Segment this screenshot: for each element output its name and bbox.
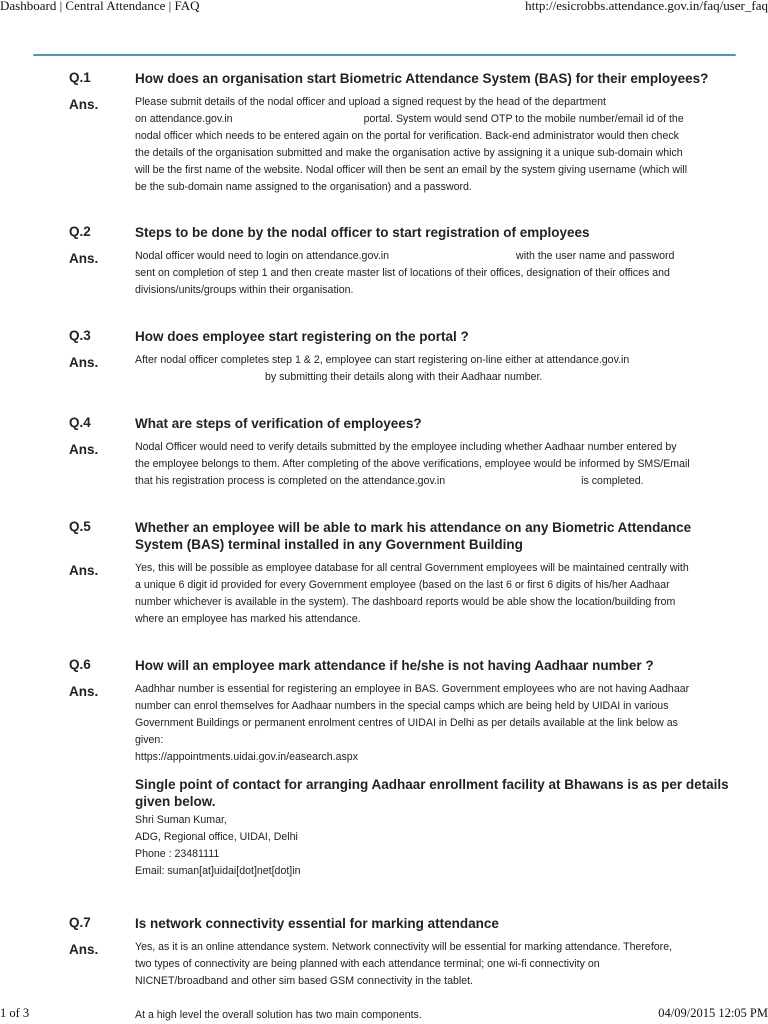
question-number: Q.1 (69, 70, 91, 85)
contact-name: Shri Suman Kumar, (135, 814, 227, 826)
page-url[interactable]: http://esicrobbs.attendance.gov.in/faq/user_faq (525, 0, 768, 13)
answer-label: Ans. (69, 684, 99, 699)
question-number: Q.7 (69, 915, 91, 930)
answer-label: Ans. (69, 942, 99, 957)
answer-text: After nodal officer completes step 1 & 2, employee can start registering on-line either at attendance.gov.in by submitting their details along with their Aadhaar number. (135, 354, 630, 383)
page-title: Dashboard | Central Attendance | FAQ (0, 0, 200, 13)
contact-email: Email: suman[at]uidai[dot]net[dot]in (135, 865, 301, 877)
answer-text: Please submit details of the nodal officer and upload a signed request by the head of the department on attendance.gov.in portal. System would send OTP to the mobile number/email id of the nodal officer which needs to be entered again on the portal for verification. Back-end administrator would then check the details of the organisation submitted and make the organisation active by assigning it a unique sub-domain which will be the first name of the website. Nodal officer will then be sent an email by the system giving username (which will be the sub-domain name assigned to the organisation) and a password. (135, 96, 688, 193)
answer-text: Yes, this will be possible as employee database for all central Government employees will be maintained centrally with a unique 6 digit id provided for every Government employee (based on the last 6 or first 6 digits of his/her Aadhaar number whichever is available in the system). The dashboard reports would be able show the location/building from where an employee has marked his attendance. (135, 562, 689, 625)
answer-label: Ans. (69, 442, 99, 457)
answer-text: Aadhhar number is essential for registering an employee in BAS. Government employees who are not having Aadhaar number can enrol themselves for Aadhaar numbers in the special camps which are being held by UIDAI in various Government Buildings or permanent enrolment centres of UIDAI in Delhi as per details available at the link below as given: https://appointments.uidai.gov.in/easearch.aspx Single point of contact for arranging Aadhaar enrollment facility at Bhawans is as per details given below. Shri Suman Kumar, ADG, Regional office, UIDAI, Delhi Phone : 23481111 Email: suman[at]uidai[dot]net[dot]in (135, 681, 735, 880)
print-datetime: 04/09/2015 12:05 PM (658, 1006, 768, 1020)
contact-phone: Phone : 23481111 (135, 848, 220, 860)
answer-text: Nodal officer would need to login on attendance.gov.in with the user name and password sent on completion of step 1 and then create master list of locations of their offices, designation of their offices and divisions/units/groups within their organisation. (135, 250, 675, 296)
question-number: Q.2 (69, 224, 91, 239)
question-text: How does employee start registering on the portal ? (135, 329, 469, 344)
question-text: Is network connectivity essential for marking attendance (135, 916, 499, 931)
question-text: What are steps of verification of employees? (135, 416, 422, 431)
question-number: Q.5 (69, 519, 91, 534)
answer-label: Ans. (69, 251, 99, 266)
answer-text: Nodal Officer would need to verify details submitted by the employee including whether Aadhaar number entered by the employee belongs to them. After completing of the above verifications, employee would be informed by SMS/Email that his registration process is completed on the attendance.gov.in is completed. (135, 441, 690, 487)
answer-label: Ans. (69, 563, 99, 578)
uidai-link[interactable]: https://appointments.uidai.gov.in/easearch.aspx (135, 751, 358, 763)
print-footer (0, 1004, 768, 1024)
question-text: Whether an employee will be able to mark his attendance on any Biometric Attendance System (BAS) terminal installed in any Government Building (135, 520, 692, 552)
top-divider (33, 54, 736, 56)
question-number: Q.4 (69, 415, 91, 430)
question-text: How does an organisation start Biometric Attendance System (BAS) for their employees? (135, 71, 709, 86)
page-counter: 1 of 3 (0, 1006, 30, 1020)
question-text: Steps to be done by the nodal officer to start registration of employees (135, 225, 590, 240)
answer-label: Ans. (69, 355, 99, 370)
print-header (0, 0, 768, 16)
question-number: Q.6 (69, 657, 91, 672)
question-number: Q.3 (69, 328, 91, 343)
contact-heading: Single point of contact for arranging Aadhaar enrollment facility at Bhawans is as per details given below. (135, 777, 729, 809)
answer-text: Yes, as it is an online attendance system. Network connectivity will be essential for marking attendance. Therefore, two types of connectivity are being planned with each attendance terminal; one wi-fi connectivity on NICNET/broadband and other sim based GSM connectivity in the tablet. (135, 941, 673, 987)
contact-office: ADG, Regional office, UIDAI, Delhi (135, 831, 298, 843)
footer-trailing-text: At a high level the overall solution has two main components. (135, 1009, 422, 1021)
question-text: How will an employee mark attendance if he/she is not having Aadhaar number ? (135, 658, 654, 673)
answer-label: Ans. (69, 97, 99, 112)
